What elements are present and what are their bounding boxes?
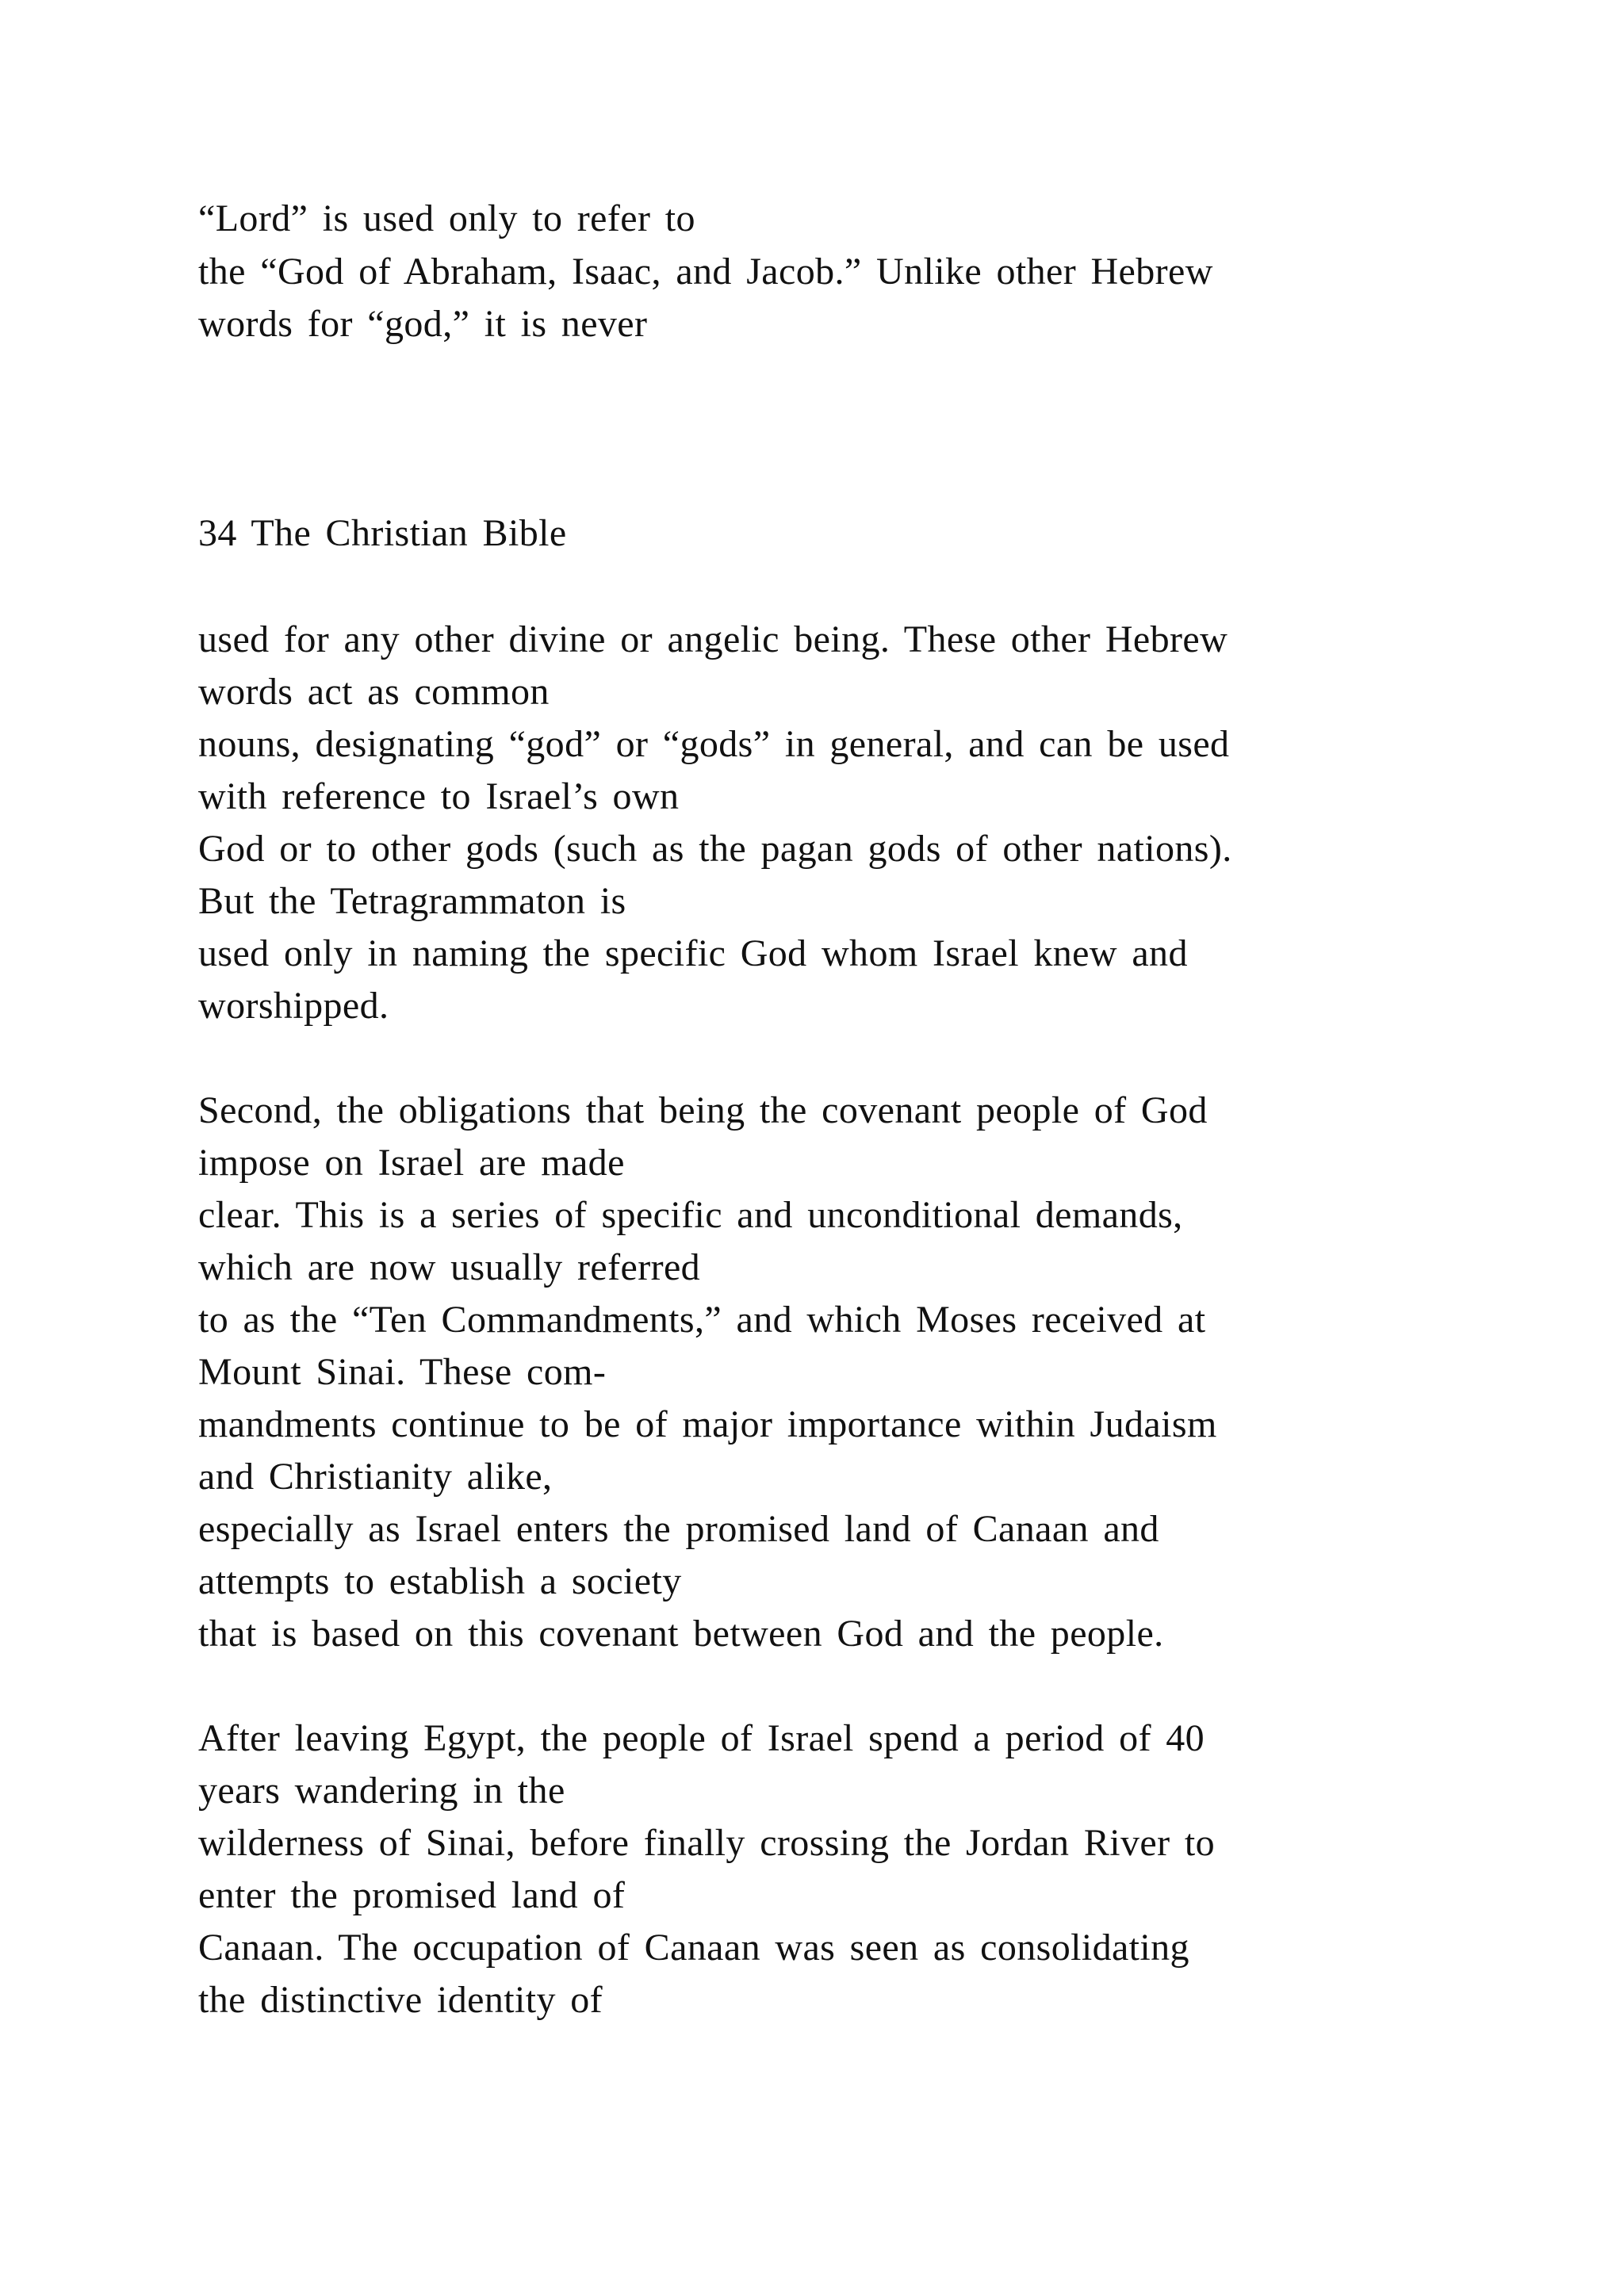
text-line: worshipped.: [198, 985, 389, 1027]
text-line: “Lord” is used only to refer to: [198, 197, 695, 239]
text-line: to as the “Ten Commandments,” and which Moses received at: [198, 1299, 1206, 1341]
running-header: 34 The Christian Bible: [198, 512, 567, 554]
text-line: clear. This is a series of specific and unconditional demands,: [198, 1194, 1183, 1236]
text-line: After leaving Egypt, the people of Israel spend a period of 40: [198, 1717, 1205, 1759]
text-line: wilderness of Sinai, before finally crossing the Jordan River to: [198, 1822, 1215, 1864]
text-line: the “God of Abraham, Isaac, and Jacob.” Unlike other Hebrew: [198, 251, 1213, 293]
text-line: God or to other gods (such as the pagan gods of other nations).: [198, 828, 1232, 870]
text-line: But the Tetragrammaton is: [198, 880, 626, 922]
text-line: years wandering in the: [198, 1770, 565, 1812]
text-line: impose on Israel are made: [198, 1142, 625, 1184]
text-line: Mount Sinai. These com-: [198, 1351, 607, 1393]
text-line: words for “god,” it is never: [198, 303, 648, 345]
text-line: especially as Israel enters the promised land of Canaan and: [198, 1508, 1159, 1550]
text-line: which are now usually referred: [198, 1246, 701, 1288]
text-line: enter the promised land of: [198, 1874, 626, 1916]
text-line: used only in naming the specific God whom Israel knew and: [198, 932, 1188, 974]
text-line: the distinctive identity of: [198, 1979, 603, 2021]
text-line: that is based on this covenant between God and the people.: [198, 1613, 1164, 1655]
text-line: words act as common: [198, 671, 550, 713]
text-line: attempts to establish a society: [198, 1560, 682, 1602]
text-line: Canaan. The occupation of Canaan was seen as consolidating: [198, 1927, 1189, 1969]
text-line: Second, the obligations that being the covenant people of God: [198, 1089, 1208, 1131]
text-line: nouns, designating “god” or “gods” in general, and can be used: [198, 723, 1230, 765]
text-line: and Christianity alike,: [198, 1456, 553, 1498]
text-line: mandments continue to be of major importance within Judaism: [198, 1403, 1217, 1445]
text-line: with reference to Israel’s own: [198, 775, 680, 817]
text-line: used for any other divine or angelic being. These other Hebrew: [198, 618, 1228, 660]
